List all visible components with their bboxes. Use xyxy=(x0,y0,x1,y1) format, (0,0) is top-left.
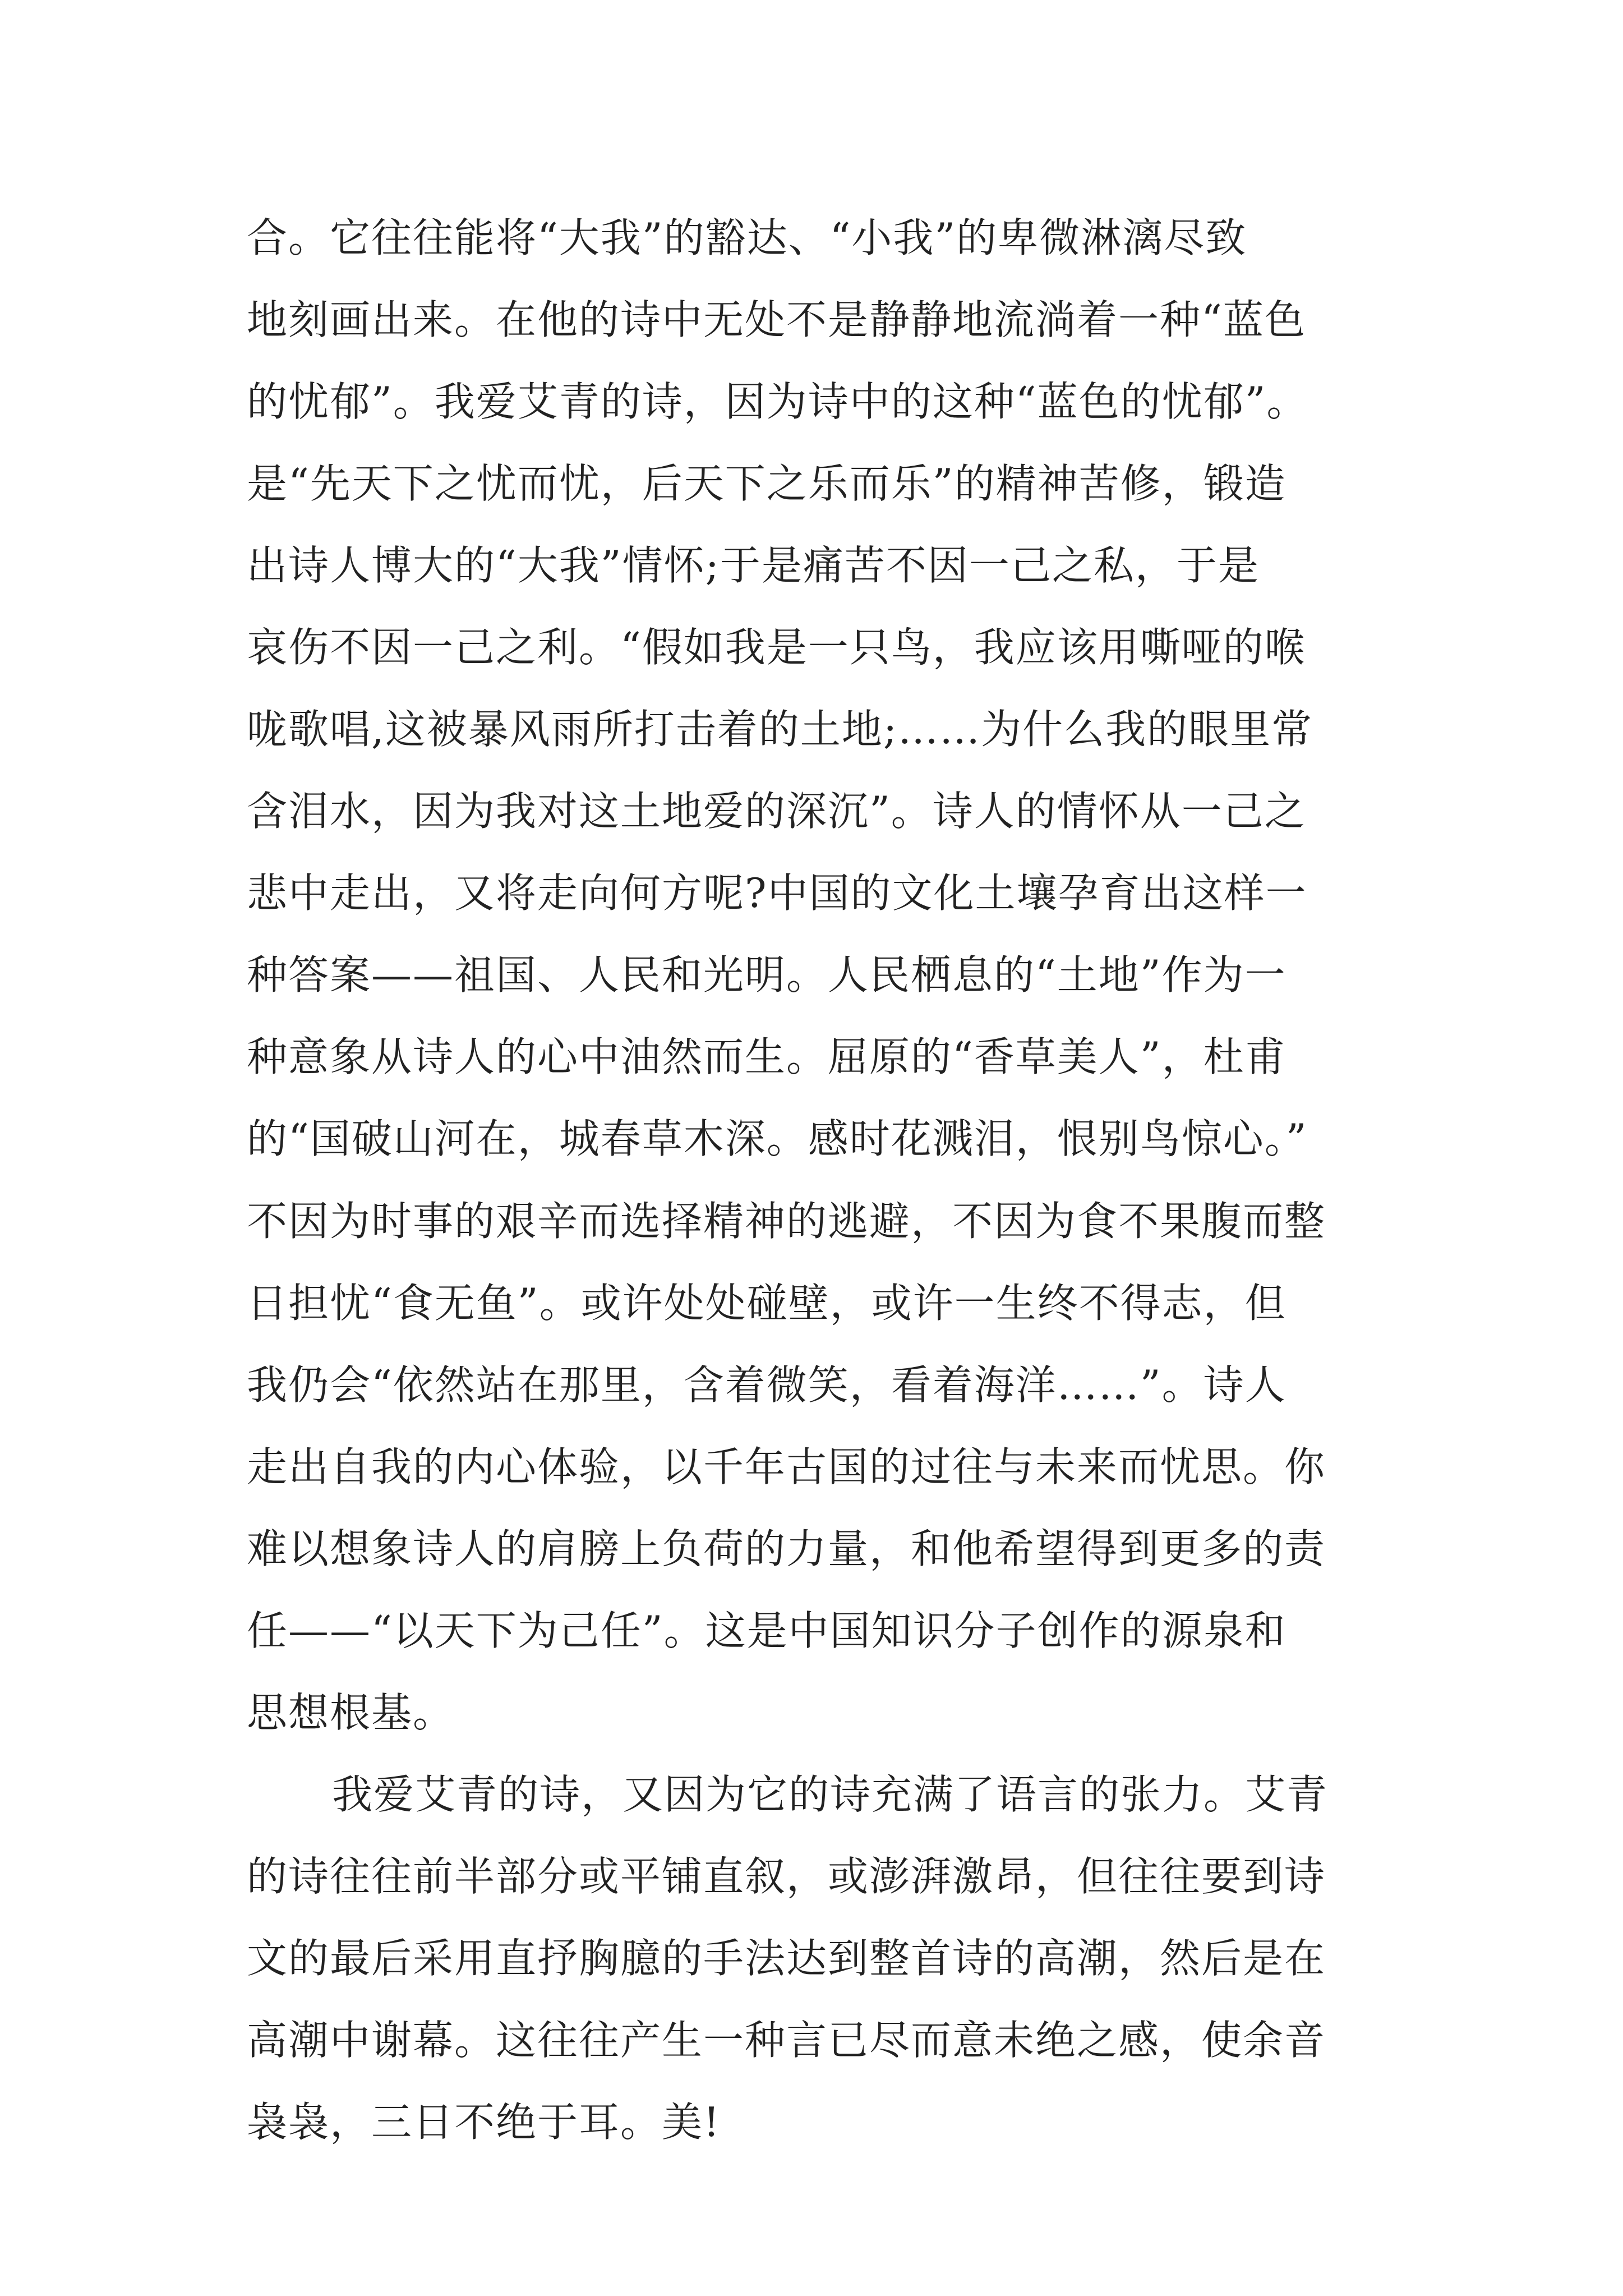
text-line: 文的最后采用直抒胸臆的手法达到整首诗的高潮，然后是在 xyxy=(247,1934,1326,1982)
text-line: 不因为时事的艰辛而选择精神的逃避，不因为食不果腹而整 xyxy=(247,1197,1326,1245)
text-line: 地刻画出来。在他的诗中无处不是静静地流淌着一种“蓝色 xyxy=(247,296,1306,344)
text-line: 哀伤不因一己之利。“假如我是一只鸟，我应该用嘶哑的喉 xyxy=(247,624,1306,671)
text-line: 思想根基。 xyxy=(247,1688,455,1736)
text-line: 袅袅，三日不绝于耳。美! xyxy=(247,2099,721,2146)
text-line: 咙歌唱,这被暴风雨所打击着的土地;……为什么我的眼里常 xyxy=(247,706,1313,753)
text-line: 的忧郁”。我爱艾青的诗，因为诗中的这种“蓝色的忧郁”。 xyxy=(247,378,1308,426)
text-line: 种意象从诗人的心中油然而生。屈原的“香草美人”，杜甫 xyxy=(247,1033,1287,1081)
text-line: 的“国破山河在，城春草木深。感时花溅泪，恨别鸟惊心。” xyxy=(247,1115,1308,1163)
text-line: 悲中走出，又将走向何方呢?中国的文化土壤孕育出这样一 xyxy=(247,869,1307,917)
text-line: 的诗往往前半部分或平铺直叙，或澎湃激昂，但往往要到诗 xyxy=(247,1852,1326,1900)
text-line: 走出自我的内心体验，以千年古国的过往与未来而忧思。你 xyxy=(247,1443,1326,1490)
text-line: 高潮中谢幕。这往往产生一种言已尽而意未绝之感，使余音 xyxy=(247,2016,1326,2064)
text-line: 合。它往往能将“大我”的豁达、“小我”的卑微淋漓尽致 xyxy=(247,214,1247,261)
text-line: 是“先天下之忧而忧，后天下之乐而乐”的精神苦修，锻造 xyxy=(247,460,1287,508)
text-line: 难以想象诗人的肩膀上负荷的力量，和他希望得到更多的责 xyxy=(247,1525,1326,1572)
text-line: 种答案——祖国、人民和光明。人民栖息的“土地”作为一 xyxy=(247,951,1287,999)
text-line: 含泪水，因为我对这土地爱的深沉”。诗人的情怀从一己之 xyxy=(247,788,1306,835)
text-line: 日担忧“食无鱼”。或许处处碰壁，或许一生终不得志，但 xyxy=(247,1279,1287,1327)
text-line: 任——“以天下为己任”。这是中国知识分子创作的源泉和 xyxy=(247,1607,1287,1654)
paragraph-start-line: 我爱艾青的诗，又因为它的诗充满了语言的张力。艾青 xyxy=(332,1770,1329,1818)
text-line: 我仍会“依然站在那里，含着微笑，看着海洋……”。诗人 xyxy=(247,1361,1287,1409)
text-line: 出诗人博大的“大我”情怀;于是痛苦不因一己之私，于是 xyxy=(247,542,1260,590)
